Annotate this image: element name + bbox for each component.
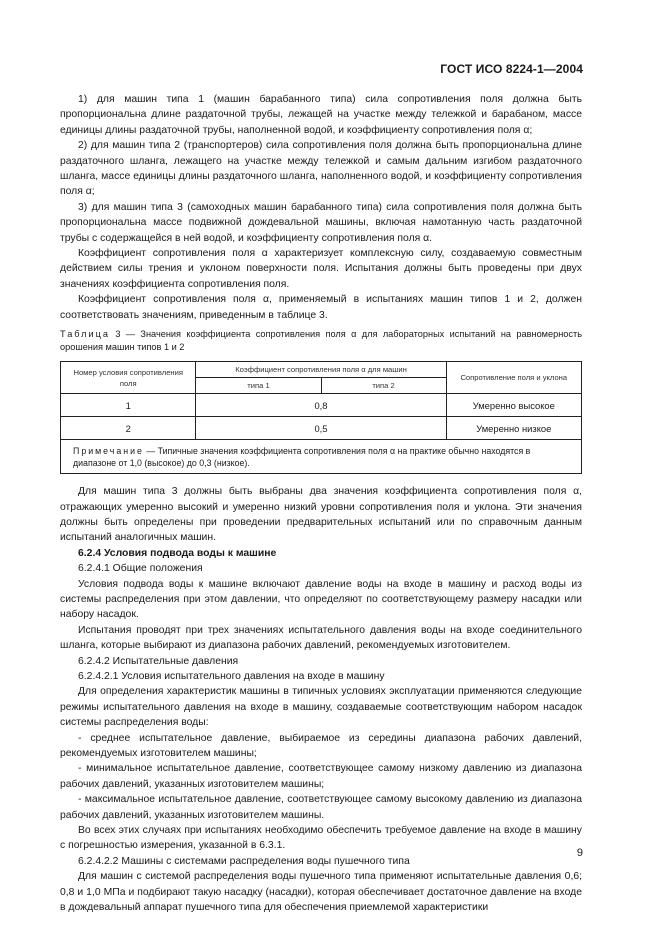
cell-condition-number: 2 [61, 417, 196, 440]
paragraph-pressure-modes: Для определения характеристик машины в типичных условиях эксплуатации применяются следующие режимы испытательного давления на входе в машину, создаваемые соответствующим набором насадок системы распределения воды: [60, 686, 582, 729]
header-resistance: Сопротивление поля и уклона [446, 362, 581, 394]
subsection-heading-6-2-4-2-2: 6.2.4.2.2 Машины с системами распределения воды пушечного типа [78, 855, 410, 867]
table-caption [60, 328, 582, 353]
paragraph-machine-type-2: 2) для машин типа 2 (транспортеров) сила сопротивления поля должна быть пропорциональна длине раздаточного шланга, лежащего на участке между тележкой и самым дальним изгибом раздаточного шланга, массе единицы длины раздаточного шланга, наполненного водой, и коэффициенту сопротивления поля α; [60, 140, 582, 198]
section-heading-6-2-4: 6.2.4 Условия подвода воды к машине [78, 547, 277, 559]
cell-resistance: Умеренно низкое [446, 417, 581, 440]
header-condition-number: Номер условия сопротивления поля [61, 362, 196, 394]
table-note-label: Примечание [73, 446, 144, 457]
cell-coefficient-value: 0,8 [196, 394, 446, 417]
paragraph-three-pressures: Испытания проводят при трех значениях испытательного давления воды на входе соединительного шланга, которые выбирают из диапазона рабочих давлений, рекомендуемых изготовителем. [60, 624, 582, 652]
list-item: - минимальное испытательное давление, соответствующее самому низкому давлению из диапазона рабочих давлений, указанных изготовителем машины; [60, 763, 582, 790]
header-type-2: типа 2 [321, 378, 446, 394]
table-caption-text: 3 — Значения коэффициента сопротивления поля α для лабораторных испытаний на равномерность орошения машин типов 1 и 2 [60, 329, 582, 352]
subsection-heading-6-2-4-1: 6.2.4.1 Общие положения [78, 563, 203, 575]
list-item: - среднее испытательное давление, выбираемое из середины диапазона рабочих давлений, рекомендуемых изготовителем машины; [60, 732, 582, 759]
page-content [60, 92, 582, 915]
paragraph-type-3-values: Для машин типа 3 должны быть выбраны два значения коэффициента сопротивления поля α, отражающих умеренно высокий и умеренно низкий уровни сопротивления поля и уклона. Эти значения должны быть определены при проведении предварительных испытаний или по справочным данным испытаний аналогичных машин. [60, 486, 582, 544]
paragraph-gun-type-machines: Для машин с системой распределения воды пушечного типа применяют испытательные давления 0,6; 0,8 и 1,0 МПа и подбирают такую насадку (насадки), которая обеспечивает достаточное давление на входе в дождевальный аппарат пушечного типа для обеспечения приемлемой характеристики [60, 871, 582, 914]
table-note-text: — Типичные значения коэффициента сопротивления поля α на практике обычно находятся в диапазоне от 1,0 (высокое) до 0,3 (низкое). [73, 446, 531, 469]
table-caption-label: Таблица [60, 329, 111, 340]
table-note [61, 440, 582, 474]
paragraph-measurement-accuracy: Во всех этих случаях при испытаниях необходимо обеспечить требуемое давление на входе в машину с погрешностью измерения, указанной в 6.3.1. [60, 825, 582, 852]
table-row [61, 394, 582, 417]
header-coefficient: Коэффициент сопротивления поля α для машин [196, 362, 446, 378]
list-item: - максимальное испытательное давление, соответствующее самому высокому давлению из диапазона рабочих давлений, указанных изготовителем машины. [60, 794, 582, 821]
header-type-1: типа 1 [196, 378, 321, 394]
paragraph-coefficient-reference: Коэффициент сопротивления поля α, применяемый в испытаниях машин типов 1 и 2, должен соответствовать значениям, приведенным в таблице 3. [60, 294, 582, 321]
subsection-heading-6-2-4-2-1: 6.2.4.2.1 Условия испытательного давления на входе в машину [78, 670, 385, 682]
paragraph-coefficient-definition: Коэффициент сопротивления поля α характеризует комплексную силу, создаваемую совместным действием силы трения и уклоном поверхности поля. Испытания должны быть проведены при двух значениях коэффициента сопротивления поля. [60, 248, 582, 290]
paragraph-machine-type-1: 1) для машин типа 1 (машин барабанного типа) сила сопротивления поля должна быть пропорциональна длине раздаточной трубы, лежащей на участке между тележкой и барабаном, массе единицы длины раздаточной трубы, наполненной водой, и коэффициенту сопротивления поля α; [60, 94, 582, 136]
coefficient-table [60, 361, 582, 474]
subsection-heading-6-2-4-2: 6.2.4.2 Испытательные давления [78, 655, 239, 667]
paragraph-water-supply-conditions: Условия подвода воды к машине включают давление воды на входе в машину и расход воды из системы распределения при этом давлении, что определяют по соответствующему размеру насадки или набору насадок. [60, 578, 582, 621]
cell-resistance: Умеренно высокое [446, 394, 581, 417]
standard-header: ГОСТ ИСО 8224-1—2004 [440, 62, 583, 76]
cell-condition-number: 1 [61, 394, 196, 417]
page-number: 9 [576, 847, 583, 859]
paragraph-machine-type-3: 3) для машин типа 3 (самоходных машин барабанного типа) сила сопротивления поля должна быть пропорциональна массе подвижной дождевальной машины, включая намотанную часть раздаточной трубы с содержащейся в ней водой, и коэффициенту сопротивления поля α. [60, 201, 582, 244]
table-row [61, 417, 582, 440]
cell-coefficient-value: 0,5 [196, 417, 446, 440]
